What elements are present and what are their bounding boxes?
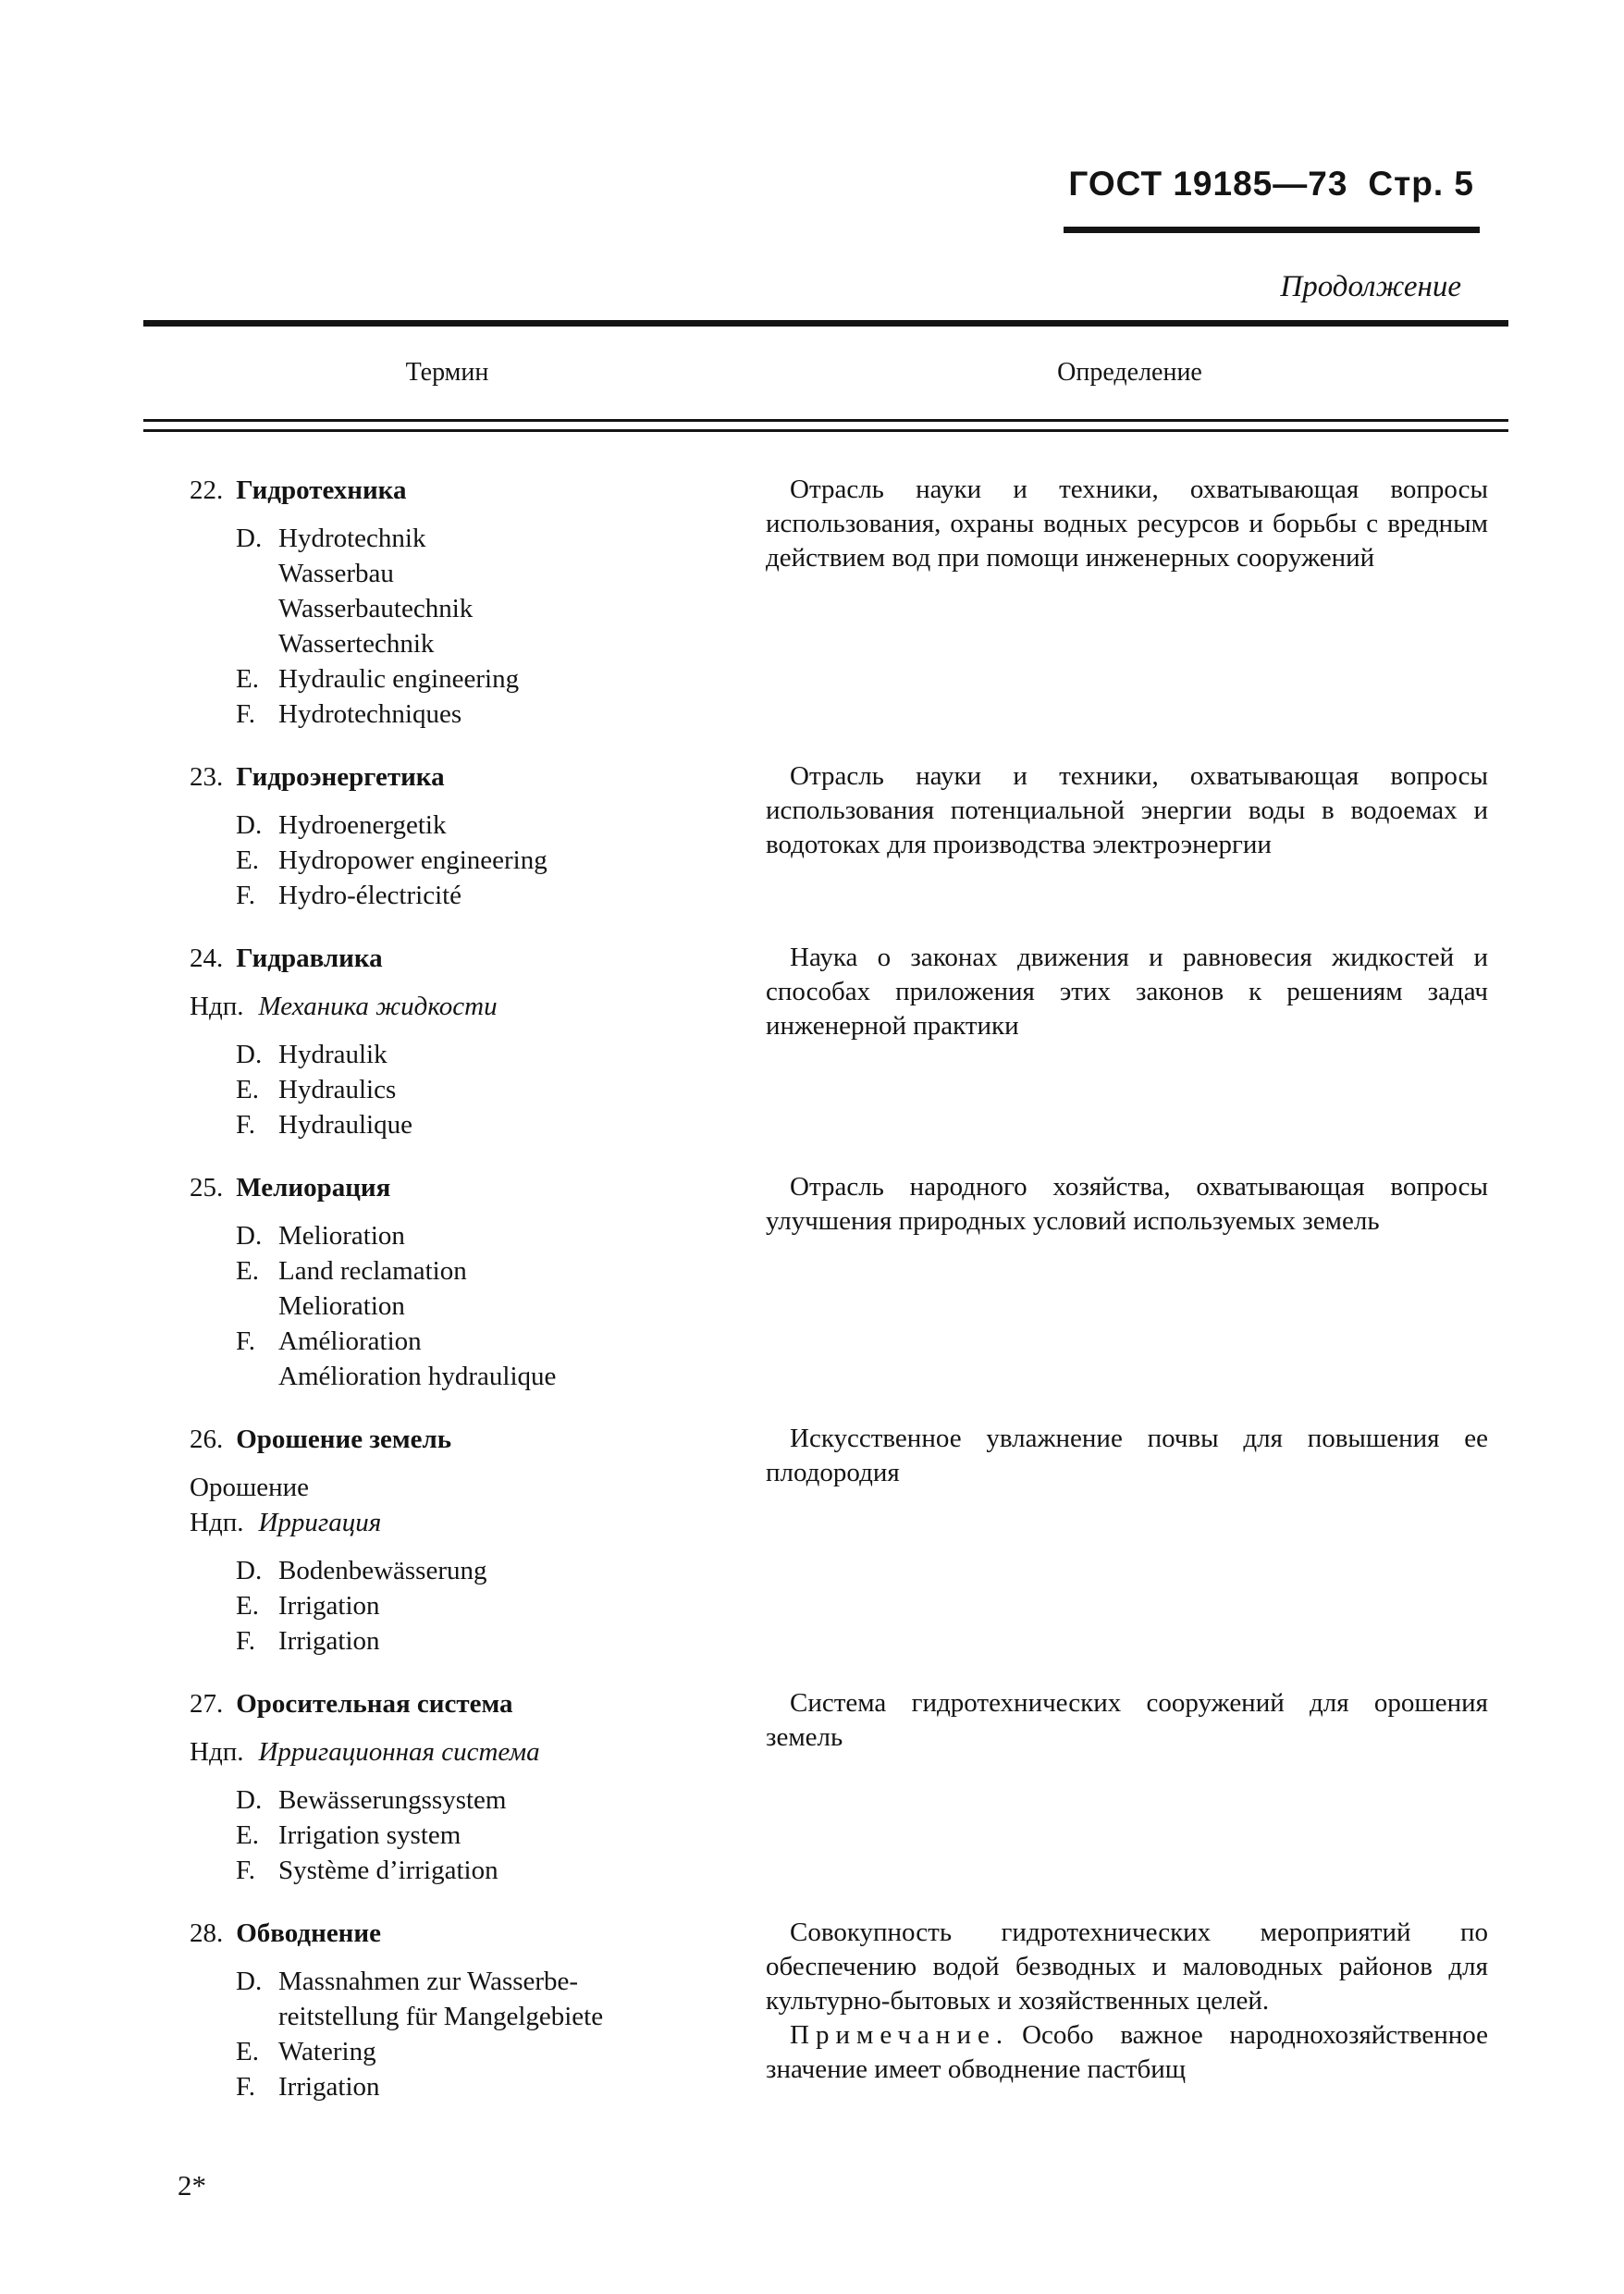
- note-label: Примечание.: [790, 2020, 1010, 2050]
- translation-text: Hydroenergetik: [278, 810, 447, 840]
- term-number: 23.: [190, 762, 224, 792]
- definition-text: Совокупность гидротехнических мероприятий по обеспечению водой безводных и маловодных районов для культурно-бытовых и хозяйственных целей.: [766, 1918, 1488, 2016]
- translations: [190, 1964, 720, 2104]
- signature-mark: 2*: [178, 2169, 206, 2202]
- translation-text: Hydraulique: [278, 1110, 412, 1140]
- table-top-rule: [143, 320, 1508, 327]
- translation-line: [190, 1964, 720, 1999]
- ndp-label: Ндп.: [190, 992, 244, 1021]
- language-letter: F.: [236, 1110, 256, 1140]
- translations: [190, 1782, 720, 1888]
- term-cell: [143, 941, 751, 1142]
- definition-cell: [751, 1170, 1508, 1394]
- definition-cell: [751, 1422, 1508, 1659]
- language-letter: D.: [236, 1040, 263, 1069]
- translations: [190, 1553, 720, 1659]
- translation-line: [190, 1037, 720, 1072]
- translation-line: [190, 521, 720, 556]
- translation-text: Wassertechnik: [278, 629, 435, 659]
- term-title: Гидроэнергетика: [236, 762, 445, 792]
- language-letter: E.: [236, 1256, 259, 1286]
- translation-text: Hydraulics: [278, 1075, 397, 1104]
- translation-line: [190, 843, 720, 878]
- translation-text: Massnahmen zur Wasserbe-: [278, 1967, 579, 1996]
- translation-line: [190, 556, 720, 591]
- term-number: 28.: [190, 1918, 224, 1948]
- definition-cell: [751, 473, 1508, 732]
- language-letter: D.: [236, 1785, 263, 1815]
- language-letter: E.: [236, 1075, 259, 1104]
- term-number: 26.: [190, 1424, 224, 1454]
- term-cell: [143, 473, 751, 732]
- translation-line: [190, 1999, 720, 2034]
- translation-text: Land reclamation: [278, 1256, 467, 1286]
- column-header-term: Термин: [405, 358, 489, 387]
- translation-line: [190, 1072, 720, 1107]
- translations: [190, 1037, 720, 1142]
- page-header: [1068, 165, 1474, 204]
- term-synonym: Орошение: [190, 1473, 310, 1502]
- translation-text: Irrigation: [278, 2072, 380, 2102]
- language-letter: D.: [236, 1221, 263, 1251]
- term-heading: [190, 941, 720, 976]
- translation-text: Bodenbewässerung: [278, 1556, 487, 1585]
- term-number: 24.: [190, 944, 224, 973]
- language-letter: F.: [236, 881, 256, 910]
- term-cell: [143, 1422, 751, 1659]
- term-heading: [190, 1422, 720, 1457]
- terms-table: [143, 320, 1508, 2104]
- definition-cell: [751, 1686, 1508, 1888]
- definition-cell: [751, 941, 1508, 1142]
- translation-text: Hydrotechnik: [278, 524, 426, 553]
- term-ndp: [190, 1505, 720, 1540]
- definition-cell: [751, 1916, 1508, 2104]
- translation-text: Melioration: [278, 1291, 405, 1321]
- term-number: 27.: [190, 1689, 224, 1719]
- term-cell: [143, 1916, 751, 2104]
- language-letter: D.: [236, 1556, 263, 1585]
- language-letter: F.: [236, 2072, 256, 2102]
- table-row: [143, 913, 1508, 1142]
- translation-text: Hydrotechniques: [278, 699, 462, 729]
- table-row: [143, 432, 1508, 732]
- ndp-term: Ирригационная система: [258, 1737, 540, 1767]
- term-title: Обводнение: [236, 1918, 381, 1948]
- definition-note: [766, 2018, 1488, 2087]
- term-title: Мелиорация: [236, 1173, 391, 1202]
- page-number: Стр. 5: [1368, 165, 1474, 203]
- translation-line: [190, 808, 720, 843]
- term-number: 25.: [190, 1173, 224, 1202]
- definition-text: Отрасль науки и техники, охватывающая вопросы использования, охраны водных ресурсов и борьбы с вредным действием вод при помощи инженерных сооружений: [766, 475, 1488, 573]
- translation-line: [190, 661, 720, 697]
- translation-text: Hydro-électricité: [278, 881, 462, 910]
- definition-text: Искусственное увлажнение почвы для повышения ее плодородия: [766, 1424, 1488, 1487]
- translations: [190, 808, 720, 913]
- term-heading: [190, 1686, 720, 1721]
- translations: [190, 1218, 720, 1394]
- translation-line: [190, 626, 720, 661]
- translation-line: [190, 1588, 720, 1623]
- term-title: Гидравлика: [236, 944, 383, 973]
- language-letter: F.: [236, 1856, 256, 1885]
- translations: [190, 521, 720, 732]
- term-heading: [190, 1170, 720, 1205]
- translation-line: [190, 591, 720, 626]
- term-title: Орошение земель: [236, 1424, 452, 1454]
- definition-text: Наука о законах движения и равновесия жидкостей и способах приложения этих законов к решениям задач инженерной практики: [766, 943, 1488, 1041]
- language-letter: E.: [236, 1591, 259, 1621]
- language-letter: E.: [236, 664, 259, 694]
- translation-line: [190, 1359, 720, 1394]
- translation-text: Hydraulic engineering: [278, 664, 520, 694]
- language-letter: E.: [236, 2037, 259, 2066]
- translation-line: [190, 1818, 720, 1853]
- language-letter: D.: [236, 524, 263, 553]
- translation-text: Système d’irrigation: [278, 1856, 498, 1885]
- continuation-label: Продолжение: [1280, 270, 1461, 303]
- translation-line: [190, 1623, 720, 1659]
- header-rule: [1064, 227, 1480, 233]
- table-row: [143, 732, 1508, 913]
- document-id: ГОСТ 19185—73: [1068, 165, 1348, 203]
- language-letter: F.: [236, 1326, 256, 1356]
- definition-text: Отрасль науки и техники, охватывающая вопросы использования потенциальной энергии воды в водоемах и водотоках для производства электроэнергии: [766, 761, 1488, 859]
- note-text: Особо важное народнохозяйственное значение имеет обводнение пастбищ: [766, 2020, 1488, 2084]
- translation-text: Hydraulik: [278, 1040, 388, 1069]
- ndp-label: Ндп.: [190, 1737, 244, 1767]
- definition-text: Отрасль народного хозяйства, охватывающая вопросы улучшения природных условий используемых земель: [766, 1172, 1488, 1236]
- translation-line: [190, 2034, 720, 2069]
- translation-line: [190, 1107, 720, 1142]
- translation-line: [190, 1324, 720, 1359]
- term-ndp: [190, 989, 720, 1024]
- definition-cell: [751, 759, 1508, 913]
- translation-line: [190, 1553, 720, 1588]
- translation-text: Wasserbautechnik: [278, 594, 474, 623]
- language-letter: D.: [236, 810, 263, 840]
- column-header-definition: Определение: [1057, 358, 1202, 387]
- translation-line: [190, 1253, 720, 1289]
- definition-text: Система гидротехнических сооружений для орошения земель: [766, 1688, 1488, 1752]
- translation-text: Irrigation system: [278, 1820, 461, 1850]
- term-heading: [190, 759, 720, 795]
- translation-line: [190, 1782, 720, 1818]
- language-letter: D.: [236, 1967, 263, 1996]
- translation-text: Irrigation: [278, 1591, 380, 1621]
- language-letter: E.: [236, 1820, 259, 1850]
- language-letter: E.: [236, 845, 259, 875]
- term-heading: [190, 1916, 720, 1951]
- term-heading: [190, 473, 720, 508]
- translation-text: Melioration: [278, 1221, 405, 1251]
- translation-line: [190, 1289, 720, 1324]
- ndp-term: Ирригация: [258, 1508, 382, 1537]
- translation-text: Wasserbau: [278, 559, 394, 588]
- table-header-row: [143, 327, 1508, 419]
- translation-line: [190, 697, 720, 732]
- term-number: 22.: [190, 475, 224, 505]
- term-title: Гидротехника: [236, 475, 407, 505]
- translation-text: Bewässerungssystem: [278, 1785, 507, 1815]
- table-row: [143, 1142, 1508, 1394]
- language-letter: F.: [236, 699, 256, 729]
- term-cell: [143, 1686, 751, 1888]
- translation-text: Amélioration: [278, 1326, 422, 1356]
- table-row: [143, 1394, 1508, 1659]
- table-body: [143, 432, 1508, 2104]
- translation-line: [190, 878, 720, 913]
- language-letter: F.: [236, 1626, 256, 1656]
- term-cell: [143, 759, 751, 913]
- translation-text: Hydropower engineering: [278, 845, 547, 875]
- translation-text: Watering: [278, 2037, 376, 2066]
- translation-text: Amélioration hydraulique: [278, 1362, 557, 1391]
- translation-text: reitstellung für Mangelgebiete: [278, 2002, 604, 2031]
- translation-text: Irrigation: [278, 1626, 380, 1656]
- term-title: Оросительная система: [236, 1689, 513, 1719]
- term-ndp: [190, 1734, 720, 1770]
- term-cell: [143, 1170, 751, 1394]
- table-row: [143, 1888, 1508, 2104]
- translation-line: [190, 1218, 720, 1253]
- translation-line: [190, 1853, 720, 1888]
- ndp-term: Механика жидкости: [258, 992, 498, 1021]
- ndp-label: Ндп.: [190, 1508, 244, 1537]
- table-header-double-rule: [143, 419, 1508, 432]
- table-row: [143, 1659, 1508, 1888]
- translation-line: [190, 2069, 720, 2104]
